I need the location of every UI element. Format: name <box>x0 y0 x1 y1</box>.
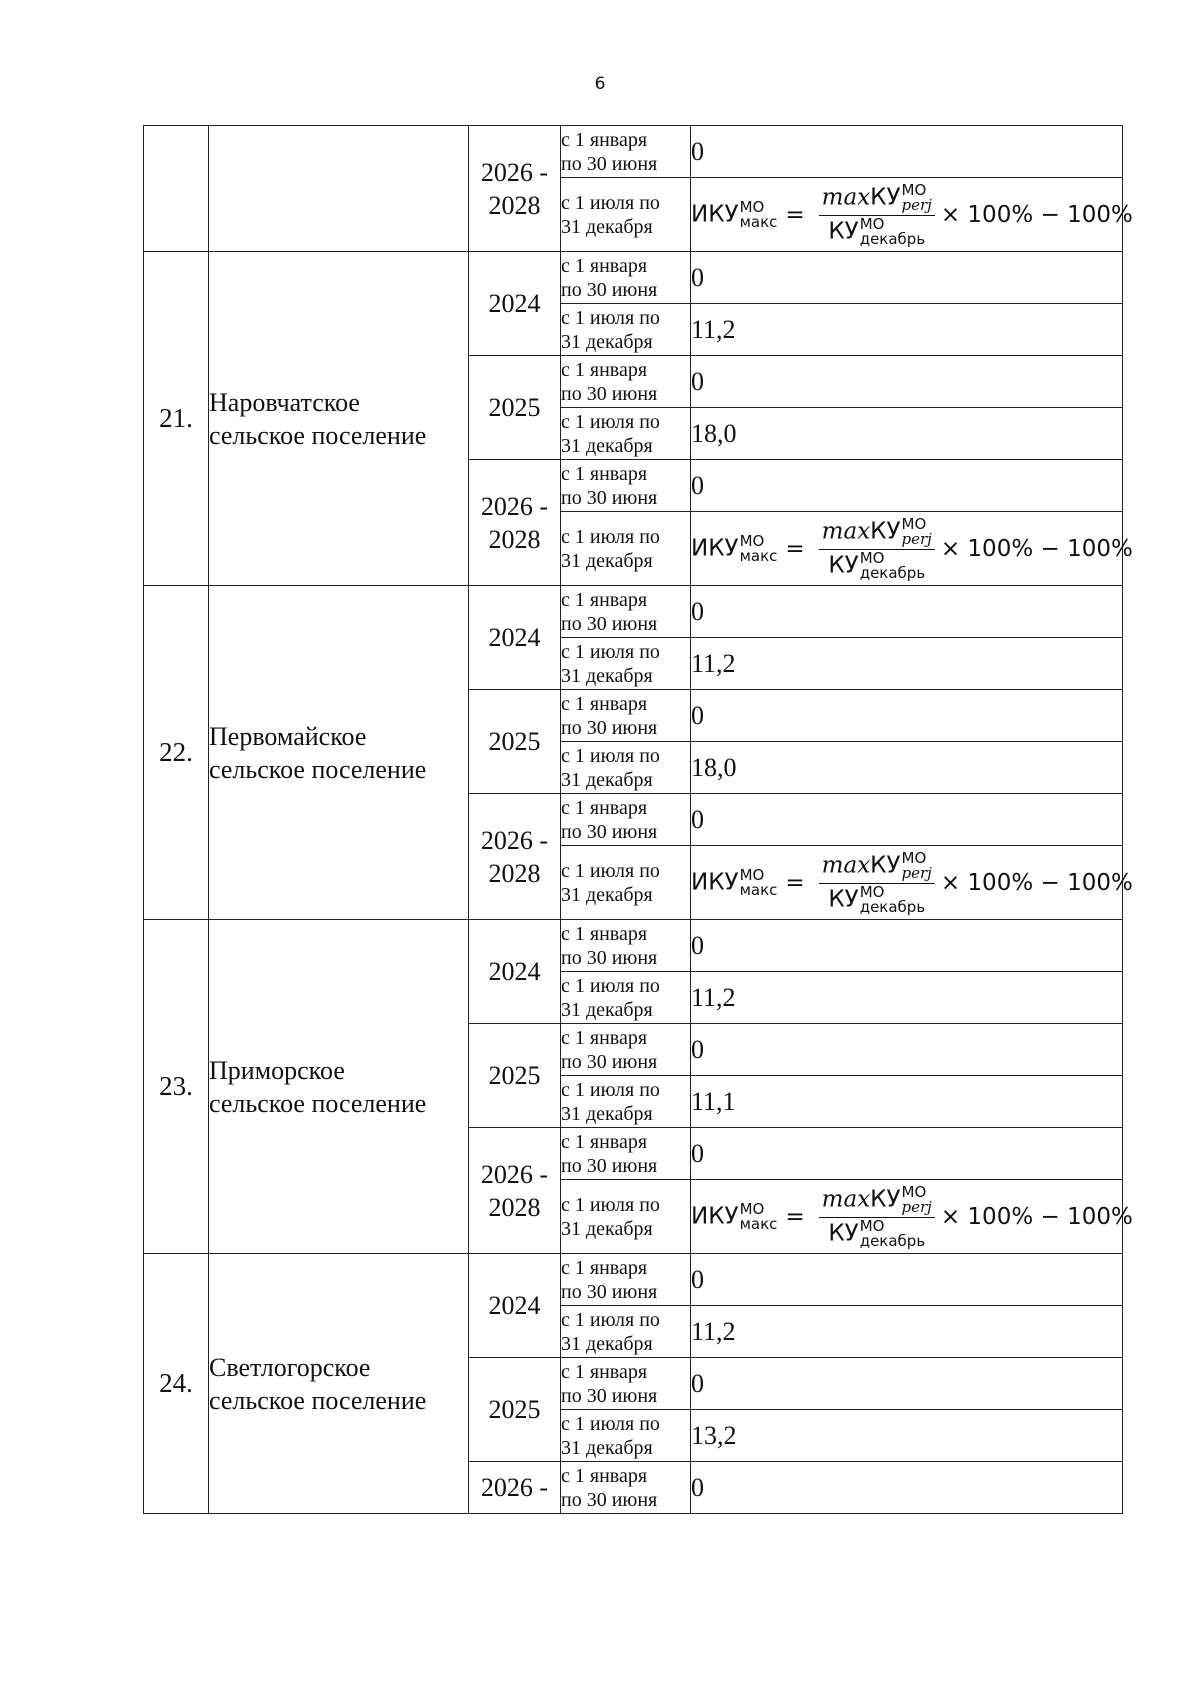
value-cell <box>691 1180 1133 1254</box>
value-cell <box>691 512 1133 586</box>
value-cell: 18,0 <box>691 408 1123 460</box>
period-cell: с 1 января по 30 июня <box>561 356 691 408</box>
value-cell: 0 <box>691 1128 1123 1180</box>
value-cell: 18,0 <box>691 742 1123 794</box>
period-cell: с 1 июля по 31 декабря <box>561 638 691 690</box>
period-cell: с 1 января по 30 июня <box>561 1128 691 1180</box>
period-cell: с 1 июля по 31 декабря <box>561 846 691 920</box>
period-cell: с 1 июля по 31 декабря <box>561 178 691 252</box>
settlement-name-cell: Наровчатское сельское поселение <box>209 252 469 586</box>
value-cell: 0 <box>691 586 1123 638</box>
value-cell: 0 <box>691 690 1123 742</box>
formula-lhs: ИКУ МО макс <box>691 531 778 565</box>
period-cell: с 1 июля по 31 декабря <box>561 1306 691 1358</box>
period-cell: с 1 июля по 31 декабря <box>561 408 691 460</box>
period-cell: с 1 июля по 31 декабря <box>561 1180 691 1254</box>
year-cell: 2026 - 2028 <box>469 794 561 920</box>
settlement-name-cell: Первомайское сельское поселение <box>209 586 469 920</box>
year-cell: 2026 - 2028 <box>469 1128 561 1254</box>
formula-fraction: maxКУ МО perj КУ МО декабрь <box>819 517 935 581</box>
period-cell: с 1 июля по 31 декабря <box>561 1410 691 1462</box>
value-cell: 0 <box>691 1254 1123 1306</box>
year-cell: 2025 <box>469 356 561 460</box>
formula-fraction: maxКУ МО perj КУ МО декабрь <box>819 851 935 915</box>
value-cell: 0 <box>691 126 1123 178</box>
table-row <box>144 586 1123 638</box>
period-cell: с 1 июля по 31 декабря <box>561 512 691 586</box>
year-cell: 2026 - 2028 <box>469 460 561 586</box>
table-row <box>144 126 1123 178</box>
value-cell: 0 <box>691 1024 1123 1076</box>
period-cell: с 1 июля по 31 декабря <box>561 304 691 356</box>
formula-fraction: maxКУ МО perj КУ МО декабрь <box>819 183 935 247</box>
year-cell: 2024 <box>469 586 561 690</box>
formula: ИКУ МО макс = maxКУ МО perj КУ МО декабрь × 100% − 100% <box>691 514 1133 582</box>
year-cell: 2026 - 2028 <box>469 126 561 252</box>
table-row <box>144 252 1123 304</box>
value-cell <box>691 178 1133 252</box>
table-row <box>144 920 1123 972</box>
formula-fraction: maxКУ МО perj КУ МО декабрь <box>819 1185 935 1249</box>
value-cell: 0 <box>691 794 1123 846</box>
value-cell: 0 <box>691 356 1123 408</box>
row-number-cell <box>144 126 209 252</box>
period-cell: с 1 января по 30 июня <box>561 920 691 972</box>
settlement-name-cell <box>209 126 469 252</box>
value-cell: 0 <box>691 460 1123 512</box>
period-cell: с 1 июля по 31 декабря <box>561 742 691 794</box>
formula-lhs: ИКУ МО макс <box>691 1199 778 1233</box>
row-number-cell: 21. <box>144 252 209 586</box>
period-cell: с 1 января по 30 июня <box>561 1254 691 1306</box>
year-cell: 2024 <box>469 252 561 356</box>
period-cell: с 1 января по 30 июня <box>561 126 691 178</box>
row-number-cell: 23. <box>144 920 209 1254</box>
table-row <box>144 1254 1123 1306</box>
formula: ИКУ МО макс = maxКУ МО perj КУ МО декабрь × 100% − 100% <box>691 848 1133 916</box>
value-cell: 11,2 <box>691 304 1123 356</box>
period-cell: с 1 января по 30 июня <box>561 1462 691 1514</box>
period-cell: с 1 января по 30 июня <box>561 460 691 512</box>
value-cell: 11,1 <box>691 1076 1123 1128</box>
value-cell: 0 <box>691 252 1123 304</box>
period-cell: с 1 января по 30 июня <box>561 1024 691 1076</box>
row-number-cell: 22. <box>144 586 209 920</box>
period-cell: с 1 января по 30 июня <box>561 794 691 846</box>
settlement-name-cell: Приморское сельское поселение <box>209 920 469 1254</box>
year-cell: 2024 <box>469 920 561 1024</box>
value-cell: 13,2 <box>691 1410 1123 1462</box>
year-cell: 2025 <box>469 690 561 794</box>
period-cell: с 1 января по 30 июня <box>561 252 691 304</box>
year-cell: 2025 <box>469 1024 561 1128</box>
period-cell: с 1 июля по 31 декабря <box>561 972 691 1024</box>
value-cell: 0 <box>691 920 1123 972</box>
formula: ИКУ МО макс = maxКУ МО perj КУ МО декабрь × 100% − 100% <box>691 1182 1133 1250</box>
value-cell: 11,2 <box>691 972 1123 1024</box>
formula-lhs: ИКУ МО макс <box>691 197 778 231</box>
row-number-cell: 24. <box>144 1254 209 1514</box>
value-cell: 0 <box>691 1462 1123 1514</box>
year-cell: 2026 - <box>469 1462 561 1514</box>
settlement-name-cell: Светлогорское сельское поселение <box>209 1254 469 1514</box>
value-cell: 11,2 <box>691 638 1123 690</box>
value-cell: 11,2 <box>691 1306 1123 1358</box>
value-cell <box>691 846 1133 920</box>
tariff-table <box>143 125 1133 1514</box>
year-cell: 2024 <box>469 1254 561 1358</box>
formula-lhs: ИКУ МО макс <box>691 865 778 899</box>
period-cell: с 1 января по 30 июня <box>561 690 691 742</box>
period-cell: с 1 июля по 31 декабря <box>561 1076 691 1128</box>
page-number: 6 <box>594 74 606 94</box>
period-cell: с 1 января по 30 июня <box>561 1358 691 1410</box>
value-cell: 0 <box>691 1358 1123 1410</box>
year-cell: 2025 <box>469 1358 561 1462</box>
formula: ИКУ МО макс = maxКУ МО perj КУ МО декабрь × 100% − 100% <box>691 180 1133 248</box>
period-cell: с 1 января по 30 июня <box>561 586 691 638</box>
